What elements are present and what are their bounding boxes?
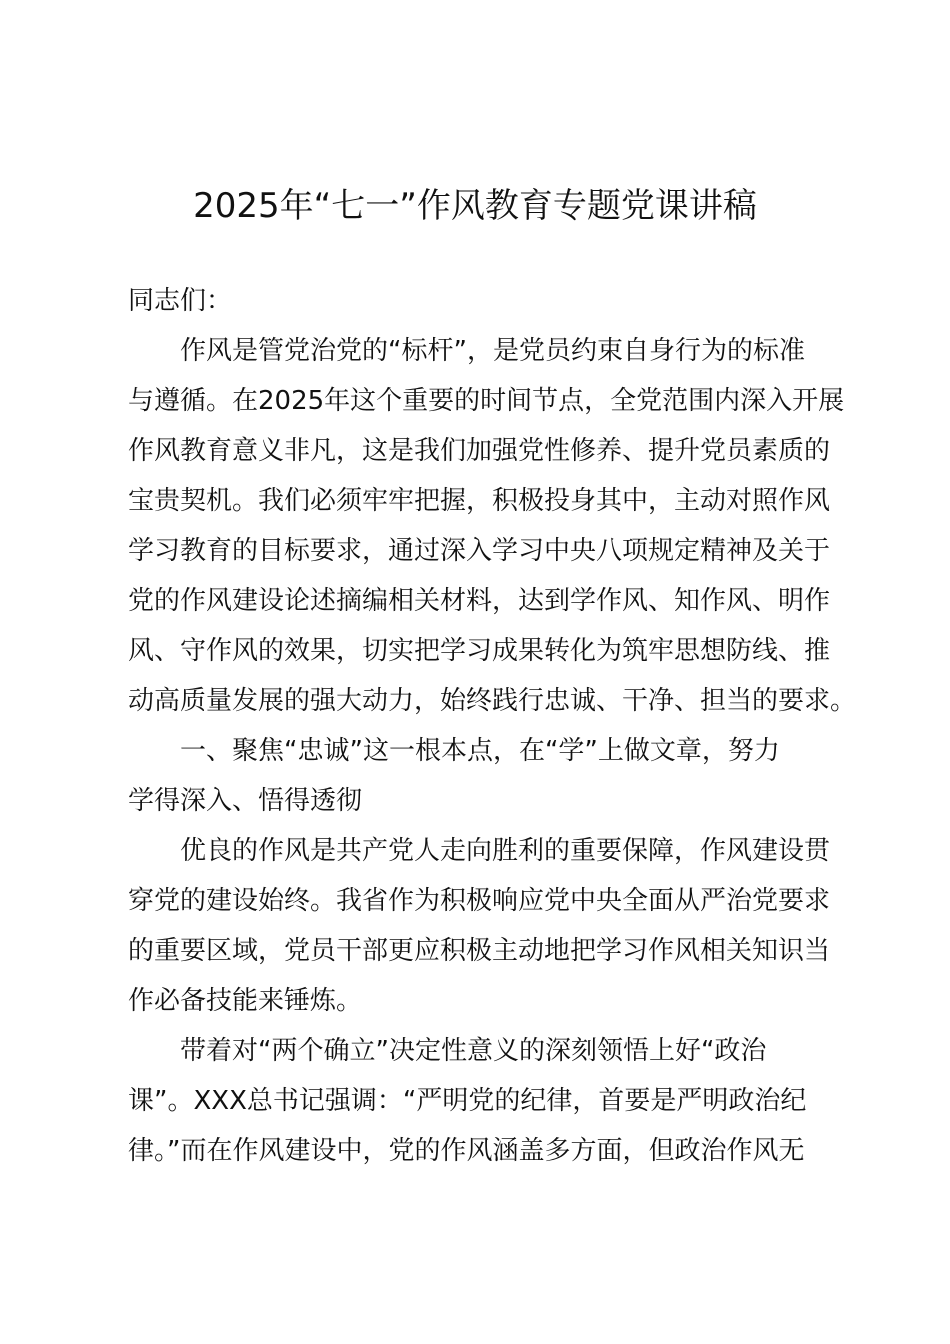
paragraph-line: 风、守作风的效果，切实把学习成果转化为筑牢思想防线、推 bbox=[128, 636, 831, 666]
paragraph-line: 课”。XXX总书记强调：“严明党的纪律，首要是严明政治纪 bbox=[128, 1086, 807, 1116]
paragraph-political bbox=[128, 1026, 832, 1176]
paragraph-line: 穿党的建设始终。我省作为积极响应党中央全面从严治党要求 bbox=[128, 886, 831, 916]
salutation-text: 同志们： bbox=[128, 286, 233, 316]
paragraph-line: 作必备技能来锤炼。 bbox=[128, 986, 363, 1016]
document-title: 2025年“七一”作风教育专题党课讲稿 bbox=[193, 186, 757, 226]
paragraph-line: 党的作风建设论述摘编相关材料，达到学作风、知作风、明作 bbox=[128, 586, 831, 616]
section-heading-one bbox=[128, 726, 832, 826]
paragraph-style bbox=[128, 826, 832, 1026]
paragraph-line: 动高质量发展的强大动力，始终践行忠诚、干净、担当的要求。 bbox=[128, 686, 857, 716]
paragraph-intro bbox=[128, 326, 857, 726]
section-heading-line: 一、聚焦“忠诚”这一根本点，在“学”上做文章，努力 bbox=[180, 736, 780, 766]
paragraph-line: 的重要区域，党员干部更应积极主动地把学习作风相关知识当 bbox=[128, 936, 831, 966]
paragraph-line: 律。”而在作风建设中，党的作风涵盖多方面，但政治作风无 bbox=[128, 1136, 805, 1166]
paragraph-line: 学习教育的目标要求，通过深入学习中央八项规定精神及关于 bbox=[128, 536, 831, 566]
paragraph-line: 宝贵契机。我们必须牢牢把握，积极投身其中，主动对照作风 bbox=[128, 486, 831, 516]
salutation bbox=[128, 276, 832, 326]
paragraph-line: 带着对“两个确立”决定性意义的深刻领悟上好“政治 bbox=[180, 1036, 767, 1066]
paragraph-line: 作风是管党治党的“标杆”，是党员约束自身行为的标准 bbox=[180, 336, 805, 366]
section-heading-line: 学得深入、悟得透彻 bbox=[128, 786, 363, 816]
paragraph-line: 与遵循。在2025年这个重要的时间节点，全党范围内深入开展 bbox=[128, 386, 845, 416]
paragraph-line: 作风教育意义非凡，这是我们加强党性修养、提升党员素质的 bbox=[128, 436, 831, 466]
paragraph-line: 优良的作风是共产党人走向胜利的重要保障，作风建设贯 bbox=[180, 836, 831, 866]
